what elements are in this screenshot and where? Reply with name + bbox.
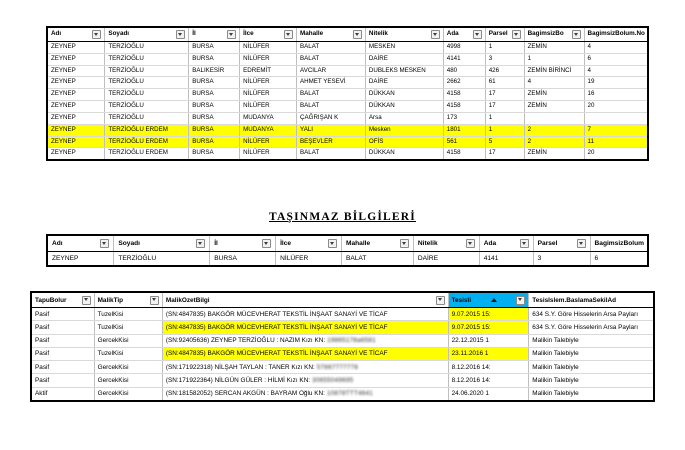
table-cell: Pasif [32, 308, 94, 321]
column-header-ilce[interactable] [240, 28, 297, 42]
table-cell: ZEYNEP [48, 112, 105, 124]
table-cell: AVCILAR [297, 65, 366, 77]
filter-icon[interactable] [577, 239, 586, 248]
column-header-label: Mahalle [300, 30, 324, 38]
table-cell: 4158 [443, 89, 485, 101]
table-cell: TERZİOĞLU [105, 77, 189, 89]
table-cell: TERZİOĞLU [105, 101, 189, 113]
table-cell: 8.12.2016 14: [448, 361, 529, 374]
table-cell: AHMET YESEVİ [297, 77, 366, 89]
filter-icon[interactable] [512, 30, 521, 39]
table-cell: (SN:171922364) NİLGÜN GÜLER : HİLMİ Kızı KN: 30655049695 [162, 374, 448, 387]
column-header-label: Tesisli [451, 296, 471, 304]
table-cell: Pasif [32, 321, 94, 334]
table-cell: DAİRE [365, 53, 443, 65]
column-header-label: MalikOzetBilgi [165, 296, 210, 304]
table-cell: Aktif [32, 387, 94, 400]
table-cell: GercekKisi [94, 361, 162, 374]
filter-icon[interactable] [431, 30, 440, 39]
table-cell: ZEMİN [524, 101, 584, 113]
table-cell: ZEYNEP [48, 252, 114, 266]
page-title: TAŞINMAZ BİLGİLERİ [269, 211, 416, 223]
table-cell: NİLÜFER [240, 101, 297, 113]
column-header-label: Ada [446, 30, 459, 38]
filter-icon[interactable] [572, 30, 581, 39]
table-cell: TERZİOĞLU ERDEM [105, 148, 189, 159]
table-cell: 4 [584, 42, 647, 54]
filter-icon[interactable] [516, 296, 525, 305]
table-cell: TERZİOĞLU [114, 252, 210, 266]
table-cell: TERZİOĞLU [105, 65, 189, 77]
column-header-bagimsizbolum[interactable] [524, 28, 584, 42]
filter-icon[interactable] [520, 239, 529, 248]
column-header-label: TesisIslem.BaslamaSekilAd [532, 296, 616, 304]
sort-asc-icon[interactable] [491, 298, 497, 302]
table-cell: (SN:92405636) ZEYNEP TERZİOĞLU : NAZIM Kızı KN: 19865178a6581 [162, 334, 448, 347]
table-cell: 7 [584, 124, 647, 136]
filter-icon[interactable] [150, 296, 159, 305]
table-cell: TuzelKisi [94, 347, 162, 360]
table-cell: ÇAĞRIŞAN K [297, 112, 366, 124]
column-header-soyad[interactable] [114, 236, 210, 252]
redacted-id: 30655049695 [310, 376, 354, 384]
table-cell: (SN:4847835) BAKGÖR MÜCEVHERAT TEKSTİL İNŞAAT SANAYİ VE TİCAF [162, 347, 448, 360]
table-cell: 4 [524, 77, 584, 89]
column-header-label: Nitelik [368, 30, 388, 38]
table-cell: 5 [485, 136, 524, 148]
table-cell: 16 [584, 89, 647, 101]
table-row[interactable] [32, 321, 653, 334]
table-cell: Malikin Talebiyle [529, 334, 653, 347]
column-header-parsel[interactable] [485, 28, 524, 42]
table-cell: 4998 [443, 42, 485, 54]
table-cell: 426 [485, 65, 524, 77]
table-cell: 61 [485, 77, 524, 89]
table-cell: 1 [485, 42, 524, 54]
table-cell: ZEMİN BİRİNCİ [524, 65, 584, 77]
table-cell: NİLÜFER [240, 89, 297, 101]
table-cell: BALIKESİR [189, 65, 240, 77]
column-header-tesisislem-baslamasekiladi[interactable] [529, 293, 653, 308]
table-cell: 4158 [443, 101, 485, 113]
column-header-nitelik[interactable] [365, 28, 443, 42]
table-row[interactable] [48, 136, 647, 148]
table-cell: ZEYNEP [48, 42, 105, 54]
table-row[interactable] [48, 101, 647, 113]
table-cell: DÜKKAN [365, 89, 443, 101]
table-cell: BALAT [297, 89, 366, 101]
redacted-id: 10878TTT4641 [324, 390, 373, 398]
table-cell: BURSA [189, 148, 240, 159]
table-row[interactable] [48, 77, 647, 89]
table-cell: GercekKisi [94, 334, 162, 347]
selected-parcel-table [48, 236, 647, 265]
table-cell: ZEYNEP [48, 148, 105, 159]
ownership-history-table [32, 293, 653, 400]
table-cell: MUDANYA [240, 112, 297, 124]
column-header-label: Adı [51, 30, 62, 38]
filter-icon[interactable] [227, 30, 236, 39]
column-header-ada[interactable] [479, 236, 533, 252]
column-header-label: İl [192, 30, 196, 38]
table-cell: 480 [443, 65, 485, 77]
table-cell: TERZİOĞLU ERDEM [105, 136, 189, 148]
column-header-il[interactable] [189, 28, 240, 42]
redacted-id: 19865178a6581 [325, 337, 376, 345]
table-cell: DAİRE [365, 77, 443, 89]
table-header-row [48, 28, 647, 42]
table-cell: YALI [297, 124, 366, 136]
table-cell: 561 [443, 136, 485, 148]
table-cell: 2 [524, 124, 584, 136]
table-cell [524, 112, 584, 124]
table-row[interactable] [48, 124, 647, 136]
table-cell: TERZİOĞLU ERDEM [105, 124, 189, 136]
filter-icon[interactable] [82, 296, 91, 305]
table-cell: BALAT [297, 101, 366, 113]
selected-parcel-table-block [46, 234, 649, 267]
table-cell: 2 [524, 136, 584, 148]
table-cell: BURSA [189, 112, 240, 124]
table-cell: 4158 [443, 148, 485, 159]
table-cell: 4 [584, 65, 647, 77]
table-cell: 17 [485, 89, 524, 101]
table-cell: BURSA [189, 124, 240, 136]
table-cell: 3 [485, 53, 524, 65]
filter-icon[interactable] [473, 30, 482, 39]
column-header-label: Soyadı [118, 239, 140, 247]
table-cell: 6 [584, 53, 647, 65]
table-cell: TuzelKisi [94, 308, 162, 321]
column-header-nitelik[interactable] [413, 236, 479, 252]
table-header-row [32, 293, 653, 308]
table-cell: BALAT [297, 53, 366, 65]
column-header-mahalle[interactable] [341, 236, 413, 252]
column-header-label: MalikTip [97, 296, 124, 304]
table-body [48, 42, 647, 160]
parcel-list-table [48, 28, 647, 159]
filter-icon[interactable] [400, 239, 409, 248]
filter-icon[interactable] [262, 239, 271, 248]
table-cell: 1 [524, 53, 584, 65]
table-cell: 19 [584, 77, 647, 89]
table-cell: 11 [584, 136, 647, 148]
table-cell: ZEMİN [524, 42, 584, 54]
table-cell: 1 [485, 112, 524, 124]
table-cell: BALAT [297, 42, 366, 54]
table-cell: 22.12.2015 1 [448, 334, 529, 347]
column-header-soyad[interactable] [105, 28, 189, 42]
column-header-ada[interactable] [443, 28, 485, 42]
column-header-label: Nitelik [417, 239, 438, 247]
column-header-bagimsizbolumno[interactable] [584, 28, 647, 42]
table-cell: TERZİOĞLU [105, 112, 189, 124]
table-cell: EDREMİT [240, 65, 297, 77]
table-cell: 17 [485, 101, 524, 113]
table-cell: MUDANYA [240, 124, 297, 136]
column-header-ad[interactable] [48, 28, 105, 42]
table-cell: GercekKisi [94, 374, 162, 387]
table-cell: BURSA [189, 136, 240, 148]
table-cell: MESKEN [365, 42, 443, 54]
filter-icon[interactable] [466, 239, 475, 248]
table-cell: Arsa [365, 112, 443, 124]
table-cell: TuzelKisi [94, 321, 162, 334]
column-header-label: İlce [280, 239, 292, 247]
table-cell: TERZİOĞLU [105, 89, 189, 101]
table-body [32, 308, 653, 400]
filter-icon[interactable] [328, 239, 337, 248]
column-header-label: Parsel [488, 30, 508, 38]
parcel-list-table-block [46, 26, 649, 161]
table-cell: BALAT [297, 148, 366, 159]
column-header-ilce[interactable] [276, 236, 342, 252]
column-header-label: BagimsizBo [527, 30, 564, 38]
table-row[interactable] [32, 387, 653, 400]
table-cell: NİLÜFER [276, 252, 342, 266]
table-cell: 634 S.Y. Göre Hisselerin Arsa Payları [529, 308, 653, 321]
column-header-label: Parsel [537, 239, 558, 247]
table-cell: (SN:181582052) SERCAN AKGÜN : BAYRAM Oğlu KN: 10878TTT4641 [162, 387, 448, 400]
table-cell [584, 112, 647, 124]
column-header-maliktip[interactable] [94, 293, 162, 308]
table-cell: (SN:171922318) NİLŞAH TAYLAN : TANER Kızı KN: 57867777778 [162, 361, 448, 374]
table-cell: Malikin Talebiyle [529, 361, 653, 374]
table-cell: (SN:4847835) BAKGÖR MÜCEVHERAT TEKSTİL İNŞAAT SANAYİ VE TİCAF [162, 308, 448, 321]
column-header-tesisli[interactable] [448, 293, 529, 308]
table-cell: ZEYNEP [48, 136, 105, 148]
table-cell: ZEYNEP [48, 124, 105, 136]
table-cell: 9.07.2015 15: [448, 321, 529, 334]
filter-icon[interactable] [284, 30, 293, 39]
table-cell: Pasif [32, 374, 94, 387]
table-row[interactable] [48, 112, 647, 124]
filter-icon[interactable] [100, 239, 109, 248]
table-cell: DÜKKAN [365, 101, 443, 113]
column-header-il[interactable] [210, 236, 276, 252]
table-cell: GercekKisi [94, 387, 162, 400]
table-cell: BURSA [189, 89, 240, 101]
table-cell: NİLÜFER [240, 42, 297, 54]
table-cell: 24.06.2020 1 [448, 387, 529, 400]
table-cell: Malikin Talebiyle [529, 387, 653, 400]
table-cell: Malikin Talebiyle [529, 374, 653, 387]
table-cell: 9.07.2015 15: [448, 308, 529, 321]
table-cell: BURSA [210, 252, 276, 266]
filter-icon[interactable] [436, 296, 445, 305]
column-header-label: TapuBolur [35, 296, 67, 304]
table-cell: ZEMİN [524, 148, 584, 159]
table-row[interactable] [48, 53, 647, 65]
column-header-label: Soyadı [108, 30, 130, 38]
table-cell: ZEYNEP [48, 65, 105, 77]
table-cell: 634 S.Y. Göre Hisselerin Arsa Payları [529, 321, 653, 334]
table-cell: ZEMİN [524, 89, 584, 101]
table-cell: Pasif [32, 334, 94, 347]
table-cell: Pasif [32, 347, 94, 360]
table-row[interactable] [32, 361, 653, 374]
table-row[interactable] [32, 347, 653, 360]
column-header-label: BagimsizBolum.No [587, 30, 645, 38]
table-cell: Malikin Talebiyle [529, 347, 653, 360]
table-cell: ZEYNEP [48, 53, 105, 65]
column-header-bagimsizbolum[interactable] [590, 236, 647, 252]
table-row[interactable] [32, 334, 653, 347]
column-header-label: İl [214, 239, 218, 247]
table-cell: DÜKKAN [365, 148, 443, 159]
table-cell: 3 [533, 252, 590, 266]
ownership-history-table-block [30, 291, 655, 402]
table-cell: TERZİOĞLU [105, 42, 189, 54]
table-cell: 6 [590, 252, 647, 266]
column-header-ad[interactable] [48, 236, 114, 252]
table-cell: BEŞEVLER [297, 136, 366, 148]
table-cell: Mesken [365, 124, 443, 136]
column-header-parsel[interactable] [533, 236, 590, 252]
table-cell: BURSA [189, 101, 240, 113]
table-cell: 1801 [443, 124, 485, 136]
table-cell: TERZİOĞLU [105, 53, 189, 65]
table-cell: 1 [485, 124, 524, 136]
filter-icon[interactable] [176, 30, 185, 39]
table-cell: 17 [485, 148, 524, 159]
table-cell: BALAT [341, 252, 413, 266]
table-row[interactable] [32, 308, 653, 321]
filter-icon[interactable] [196, 239, 205, 248]
table-cell: 2662 [443, 77, 485, 89]
redacted-id: 57867777778 [314, 363, 359, 371]
table-cell: ZEYNEP [48, 89, 105, 101]
column-header-label: BagimsizBolum [594, 239, 644, 247]
table-cell: 4141 [479, 252, 533, 266]
table-row[interactable] [48, 148, 647, 159]
table-cell: NİLÜFER [240, 136, 297, 148]
table-cell: BURSA [189, 42, 240, 54]
filter-icon[interactable] [353, 30, 362, 39]
column-header-label: Adı [52, 239, 63, 247]
table-cell: (SN:4847835) BAKGÖR MÜCEVHERAT TEKSTİL İNŞAAT SANAYİ VE TİCAF [162, 321, 448, 334]
table-cell: 173 [443, 112, 485, 124]
filter-icon[interactable] [92, 30, 101, 39]
table-cell: ZEYNEP [48, 101, 105, 113]
table-row[interactable] [32, 374, 653, 387]
table-cell: NİLÜFER [240, 53, 297, 65]
table-cell: BURSA [189, 53, 240, 65]
table-cell: DUBLEKS MESKEN [365, 65, 443, 77]
column-header-tapubolum[interactable] [32, 293, 94, 308]
table-cell: DAİRE [413, 252, 479, 266]
column-header-label: İlce [243, 30, 254, 38]
table-cell: 20 [584, 148, 647, 159]
table-cell: ZEYNEP [48, 77, 105, 89]
table-cell: 23.11.2016 1 [448, 347, 529, 360]
table-cell: Pasif [32, 361, 94, 374]
table-row[interactable] [48, 65, 647, 77]
table-row[interactable] [48, 42, 647, 54]
table-cell: NİLÜFER [240, 148, 297, 159]
table-cell: OFİS [365, 136, 443, 148]
table-header-row [48, 236, 647, 252]
column-header-mahalle[interactable] [297, 28, 366, 42]
table-cell: 8.12.2016 14: [448, 374, 529, 387]
table-cell: BURSA [189, 77, 240, 89]
column-header-label: Mahalle [345, 239, 371, 247]
column-header-label: Ada [483, 239, 497, 247]
table-row[interactable] [48, 89, 647, 101]
table-cell: 20 [584, 101, 647, 113]
column-header-malikozetbilgi[interactable] [162, 293, 448, 308]
table-body [48, 252, 647, 266]
table-cell: 4141 [443, 53, 485, 65]
table-cell: NİLÜFER [240, 77, 297, 89]
table-row[interactable] [48, 252, 647, 266]
